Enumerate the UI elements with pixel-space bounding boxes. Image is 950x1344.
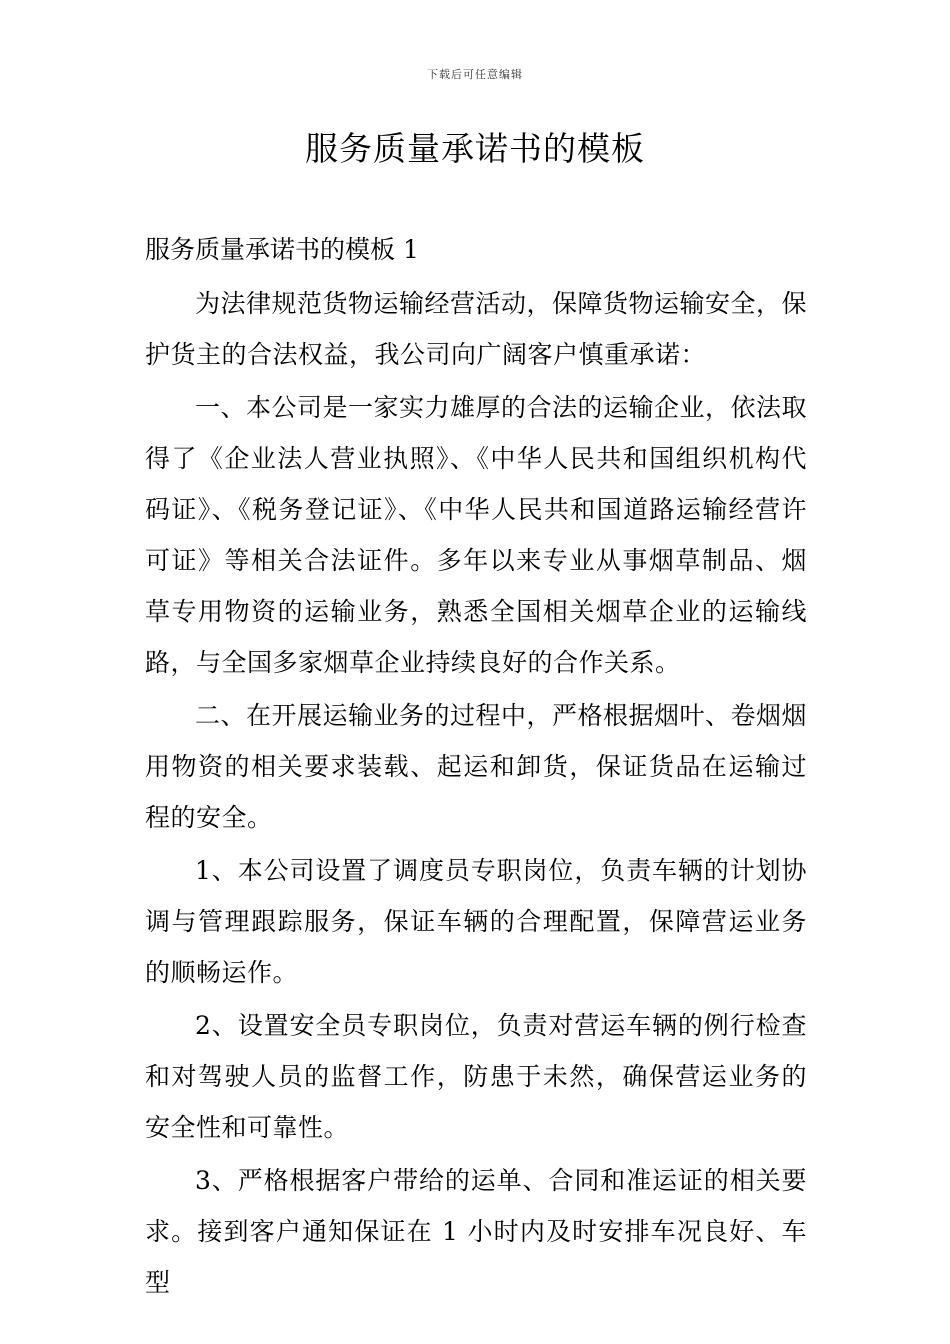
document-title: 服务质量承诺书的模板 — [305, 129, 645, 168]
paragraph-intro: 为法律规范货物运输经营活动，保障货物运输安全，保护货主的合法权益，我公司向广阔客户慎重承诺： — [145, 289, 808, 369]
section-subtitle: 服务质量承诺书的模板 1 — [145, 235, 419, 264]
document-body — [145, 278, 807, 1310]
header-note: 下载后可任意编辑 — [427, 68, 523, 81]
paragraph-item-one: 一、本公司是一家实力雄厚的合法的运输企业，依法取得了《企业法人营业执照》、《中华人民共和国组织机构代码证》、《税务登记证》、《中华人民共和国道路运输经营许可证》等相关合法证件。多年以来专业从事烟草制品、烟草专用物资的运输业务，熟悉全国相关烟草企业的运输线路，与全国多家烟草企业持续良好的合作关系。 — [145, 393, 808, 677]
paragraph-item-two: 二、在开展运输业务的过程中，严格根据烟叶、卷烟烟用物资的相关要求装载、起运和卸货，保证货品在运输过程的安全。 — [145, 701, 808, 832]
paragraph-point-2: 2、设置安全员专职岗位，负责对营运车辆的例行检查和对驾驶人员的监督工作，防患于未然，确保营运业务的安全性和可靠性。 — [145, 1011, 807, 1142]
paragraph-point-1: 1、本公司设置了调度员专职岗位，负责车辆的计划协调与管理跟踪服务，保证车辆的合理配置，保障营运业务的顺畅运作。 — [145, 856, 807, 987]
paragraph-point-3: 3、严格根据客户带给的运单、合同和准运证的相关要求。接到客户通知保证在 1 小时内及时安排车况良好、车型 — [145, 1166, 807, 1297]
